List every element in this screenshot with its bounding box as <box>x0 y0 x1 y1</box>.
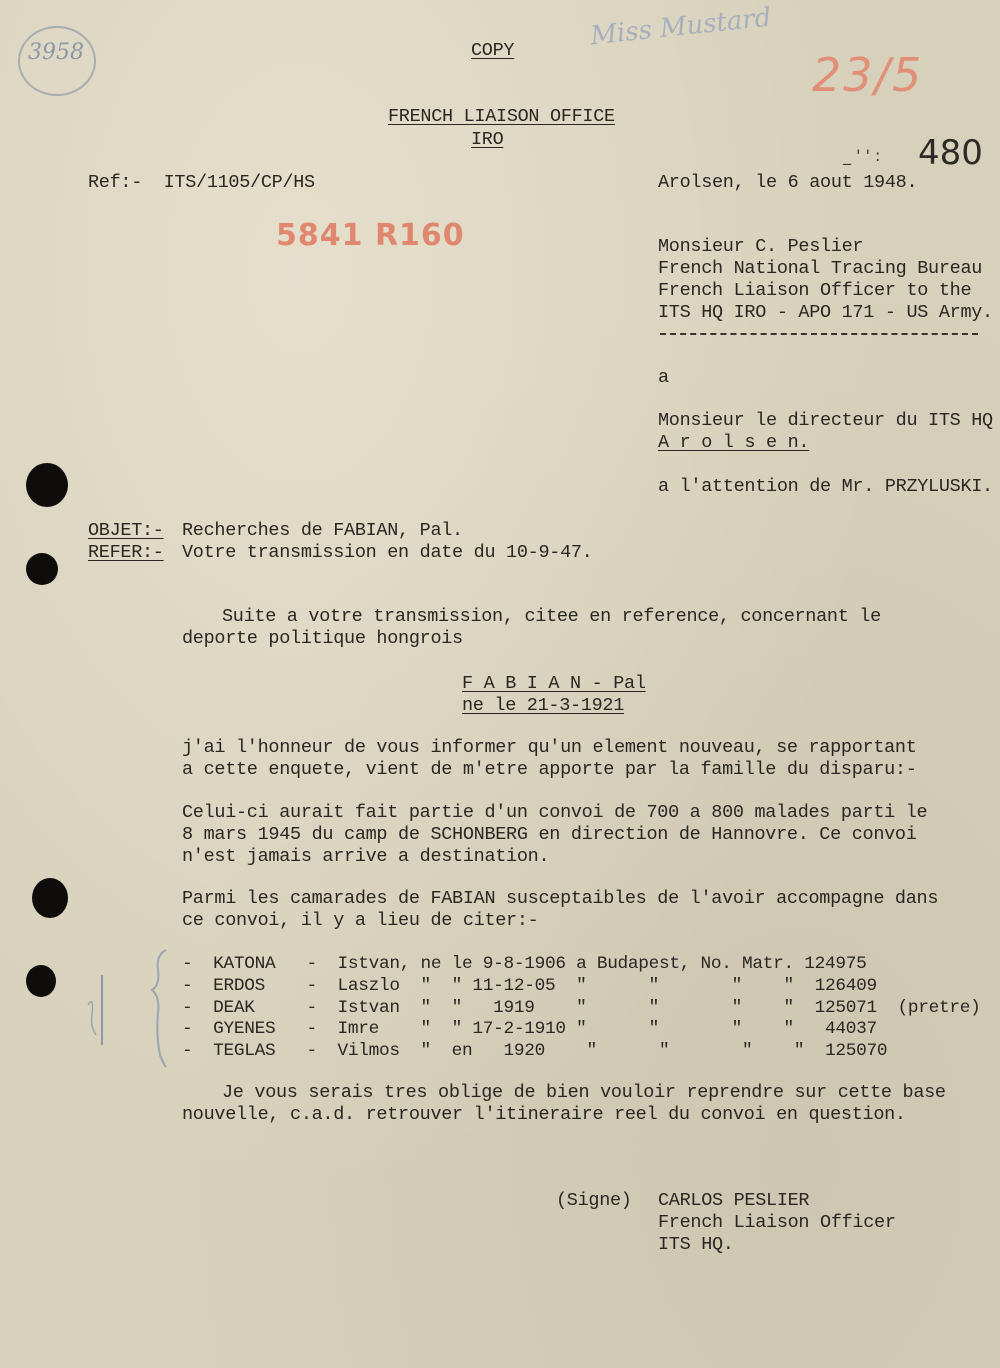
punch-hole <box>32 878 68 918</box>
punch-hole <box>26 553 58 585</box>
recipient-city: A r o l s e n. <box>658 432 810 453</box>
refer-label: REFER:- <box>88 542 164 563</box>
body-line: Celui-ci aurait fait partie d'un convoi de 700 a 800 malades parti le <box>182 802 928 823</box>
attention-line: a l'attention de Mr. PRZYLUSKI. <box>658 476 993 497</box>
separator-dashed-line <box>660 333 978 335</box>
person-name: F A B I A N - Pal <box>462 673 646 694</box>
handwritten-note: Miss Mustard <box>588 2 773 52</box>
recipient-a: a <box>658 367 669 388</box>
body-line: a cette enquete, vient de m'etre apporte par la famille du disparu:- <box>182 759 917 780</box>
office-org: IRO <box>471 129 504 150</box>
list-item: - ERDOS - Laszlo " " 11-12-05 " " " " 126409 <box>182 976 877 996</box>
archive-number: 3958 <box>28 40 84 65</box>
person-birth: ne le 21-3-1921 <box>462 695 625 716</box>
sender-line: French National Tracing Bureau <box>658 258 983 279</box>
reference: Ref:- ITS/1105/CP/HS <box>88 172 315 193</box>
punch-hole <box>26 965 56 997</box>
pencil-bracket-mark <box>78 945 178 1075</box>
red-file-number: 23/5 <box>812 48 924 102</box>
signatory-name: CARLOS PESLIER <box>658 1190 810 1211</box>
signatory-title: French Liaison Officer <box>658 1212 896 1233</box>
body-line: deporte politique hongrois <box>182 628 463 649</box>
body-line: j'ai l'honneur de vous informer qu'un element nouveau, se rapportant <box>182 737 917 758</box>
recipient-line: Monsieur le directeur du ITS HQ <box>658 410 993 431</box>
body-line: nouvelle, c.a.d. retrouver l'itineraire reel du convoi en question. <box>182 1104 906 1125</box>
list-item: - GYENES - Imre " " 17-2-1910 " " " " 44037 <box>182 1019 877 1039</box>
doc-number: 480 <box>918 133 983 173</box>
body-line: 8 mars 1945 du camp de SCHONBERG en direction de Hannovre. Ce convoi <box>182 824 917 845</box>
red-file-stamp: 5841 R160 <box>276 218 465 253</box>
sender-line: French Liaison Officer to the <box>658 280 972 301</box>
body-line: ce convoi, il y a lieu de citer:- <box>182 910 539 931</box>
list-item: - TEGLAS - Vilmos " en 1920 " " " " 125070 <box>182 1041 888 1061</box>
list-item: - KATONA - Istvan, ne le 9-8-1906 a Budapest, No. Matr. 124975 <box>182 954 867 974</box>
place-date: Arolsen, le 6 aout 1948. <box>658 172 918 193</box>
objet-label: OBJET:- <box>88 520 164 541</box>
signed-label: (Signe) <box>556 1190 632 1211</box>
objet-text: Recherches de FABIAN, Pal. <box>182 520 463 541</box>
list-item: - DEAK - Istvan " " 1919 " " " " 125071 (pretre) <box>182 998 981 1018</box>
doc-number-dashes: _ ' ' : <box>843 146 881 165</box>
body-line: n'est jamais arrive a destination. <box>182 846 550 867</box>
refer-text: Votre transmission en date du 10-9-47. <box>182 542 593 563</box>
body-line: Suite a votre transmission, citee en reference, concernant le <box>222 606 881 627</box>
office-title: FRENCH LIAISON OFFICE <box>388 106 615 127</box>
body-line: Parmi les camarades de FABIAN susceptaibles de l'avoir accompagne dans <box>182 888 939 909</box>
body-line: Je vous serais tres oblige de bien vouloir reprendre sur cette base <box>222 1082 946 1103</box>
sender-line: ITS HQ IRO - APO 171 - US Army. <box>658 302 993 323</box>
copy-label: COPY <box>471 40 515 61</box>
sender-line: Monsieur C. Peslier <box>658 236 864 257</box>
signatory-unit: ITS HQ. <box>658 1234 734 1255</box>
punch-hole <box>26 463 68 507</box>
